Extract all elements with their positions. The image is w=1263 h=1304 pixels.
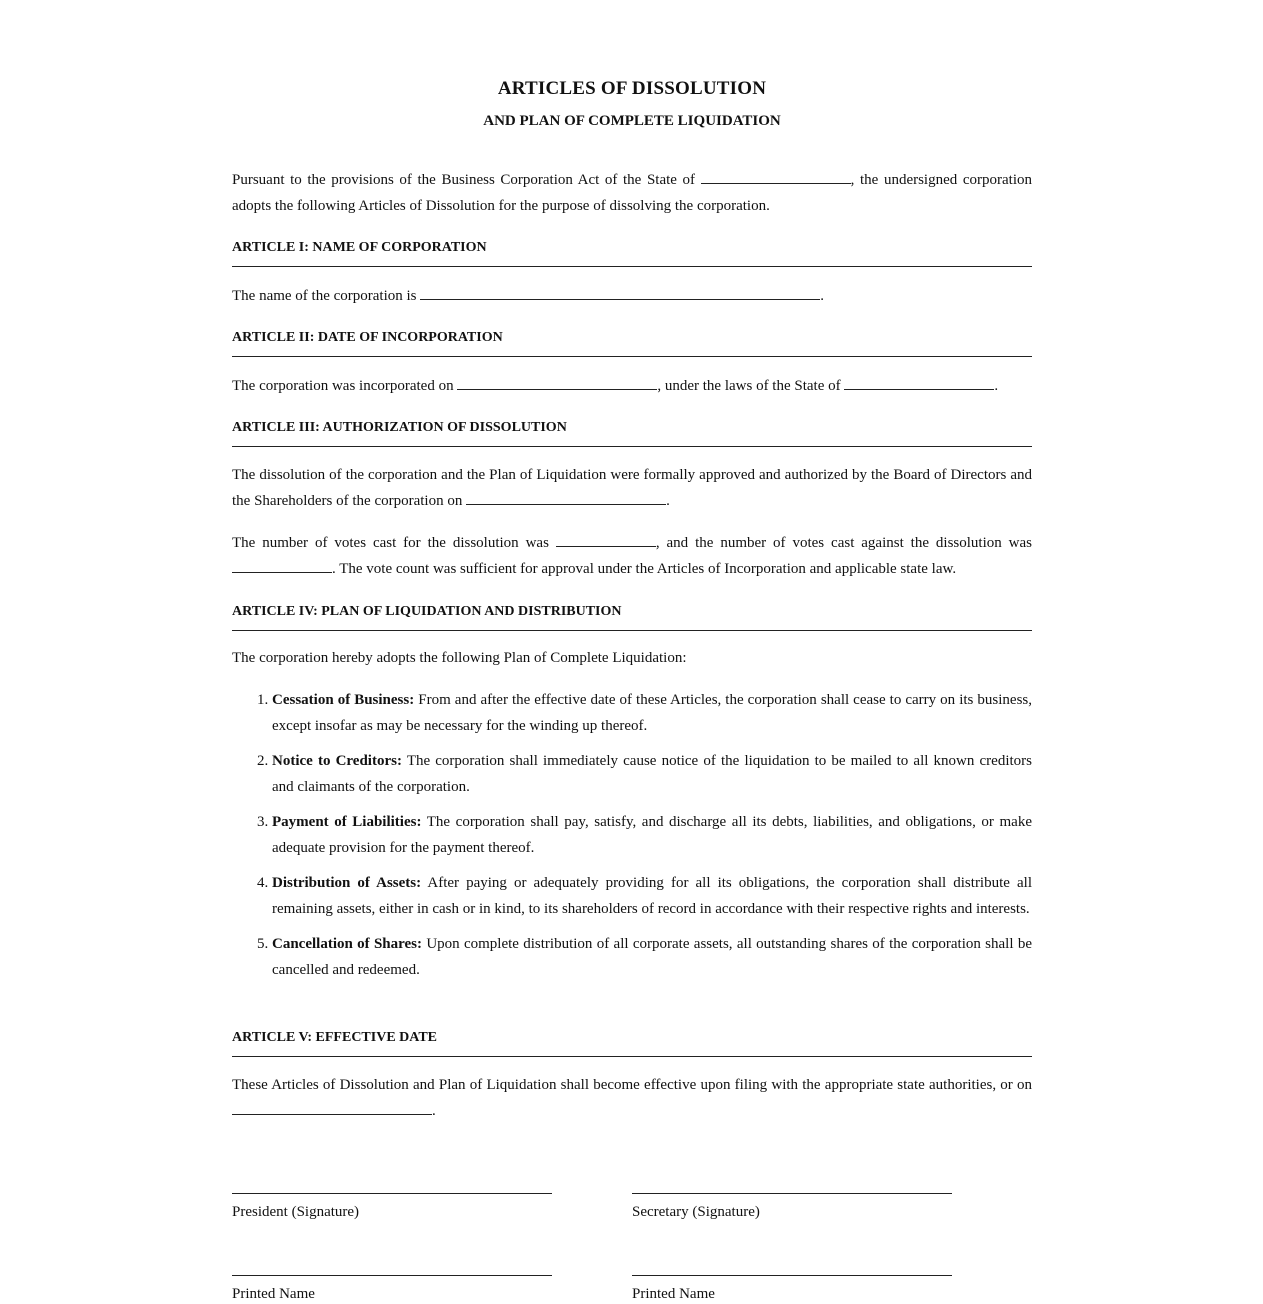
plan-item-text: From and after the effective date of these Articles, the corporation shall cease to carry on its business, except insofar as may be necessary for the winding up thereof. [272,692,1032,734]
secretary-printed-name-line[interactable] [632,1275,952,1276]
article-3-heading: ARTICLE III: AUTHORIZATION OF DISSOLUTION [232,419,1032,447]
president-printed-name-label: Printed Name [232,1286,315,1302]
intro-text-after: , the undersigned corporation adopts the following Articles of Dissolution for the purpose of dissolving the corporation. [232,172,1033,214]
plan-item-term: Cessation of Business: [272,692,415,708]
president-signature-line[interactable] [232,1193,552,1194]
votes-for-blank[interactable] [556,531,656,547]
plan-item-text: The corporation shall immediately cause notice of the liquidation to be mailed to all known creditors and claimants of the corporation. [272,753,1032,795]
article-1-text-after: . [820,288,825,304]
article-2-text-after: . [994,378,999,394]
article-5-text [232,1072,1032,1124]
plan-item-term: Payment of Liabilities: [272,814,422,830]
plan-item-text: After paying or adequately providing for all its obligations, the corporation shall distribute all remaining assets, either in cash or in kind, to its shareholders of record in accordance with their respective rights and interests. [272,875,1032,917]
article-3-p2-after: . The vote count was sufficient for approval under the Articles of Incorporation and applicable state law. [332,561,957,577]
article-5-text-before: These Articles of Dissolution and Plan of Liquidation shall become effective upon filing with the appropriate state authorities, or on [232,1077,1032,1093]
article-2-text-before: The corporation was incorporated on [232,378,454,394]
article-3-p2-before: The number of votes cast for the dissolution was [232,535,549,551]
document-title: ARTICLES OF DISSOLUTION [497,78,767,99]
intro-text-before: Pursuant to the provisions of the Business Corporation Act of the State of [232,172,696,188]
article-2-text [232,373,1032,399]
plan-item [272,809,1032,861]
plan-item [272,931,1032,983]
article-2-text-middle: , under the laws of the State of [657,378,841,394]
plan-item-term: Distribution of Assets: [272,875,422,891]
incorporation-date-blank[interactable] [457,374,657,390]
effective-date-blank[interactable] [232,1099,432,1115]
article-4-heading: ARTICLE IV: PLAN OF LIQUIDATION AND DISTRIBUTION [232,603,1032,631]
plan-item [272,870,1032,922]
plan-item [272,687,1032,739]
article-4-intro: The corporation hereby adopts the following Plan of Complete Liquidation: [232,650,687,666]
article-2-heading: ARTICLE II: DATE OF INCORPORATION [232,329,1032,357]
intro-paragraph [232,167,1032,219]
secretary-printed-name-label: Printed Name [632,1286,715,1302]
article-1-text-before: The name of the corporation is [232,288,417,304]
liquidation-plan-list [232,687,1032,992]
article-1-text [232,283,1032,309]
secretary-signature-line[interactable] [632,1193,952,1194]
votes-against-blank[interactable] [232,557,332,573]
document-subtitle: AND PLAN OF COMPLETE LIQUIDATION [483,113,781,129]
article-3-paragraph-1 [232,462,1032,514]
article-5-heading: ARTICLE V: EFFECTIVE DATE [232,1029,1032,1057]
approval-date-blank[interactable] [466,489,666,505]
article-5-text-after: . [432,1103,436,1119]
corporation-name-blank[interactable] [420,284,820,300]
plan-item-text: Upon complete distribution of all corporate assets, all outstanding shares of the corporation shall be cancelled and redeemed. [272,936,1032,978]
plan-item-term: Notice to Creditors: [272,753,402,769]
state-blank[interactable] [701,168,851,184]
article-3-paragraph-2 [232,530,1032,582]
plan-item-text: The corporation shall pay, satisfy, and discharge all its debts, liabilities, and obligations, or make adequate provision for the payment thereof. [272,814,1032,856]
article-3-p1-before: The dissolution of the corporation and the Plan of Liquidation were formally approved and authorized by the Board of Directors and the Shareholders of the corporation on [232,467,1032,509]
president-printed-name-line[interactable] [232,1275,552,1276]
incorporation-state-blank[interactable] [844,374,994,390]
article-3-p2-middle: , and the number of votes cast against the dissolution was [655,535,1032,551]
plan-item-term: Cancellation of Shares: [272,936,423,952]
article-3-p1-after: . [666,493,670,509]
plan-item [272,748,1032,800]
secretary-signature-label: Secretary (Signature) [632,1204,760,1220]
article-1-heading: ARTICLE I: NAME OF CORPORATION [232,239,1032,267]
president-signature-label: President (Signature) [232,1204,360,1220]
